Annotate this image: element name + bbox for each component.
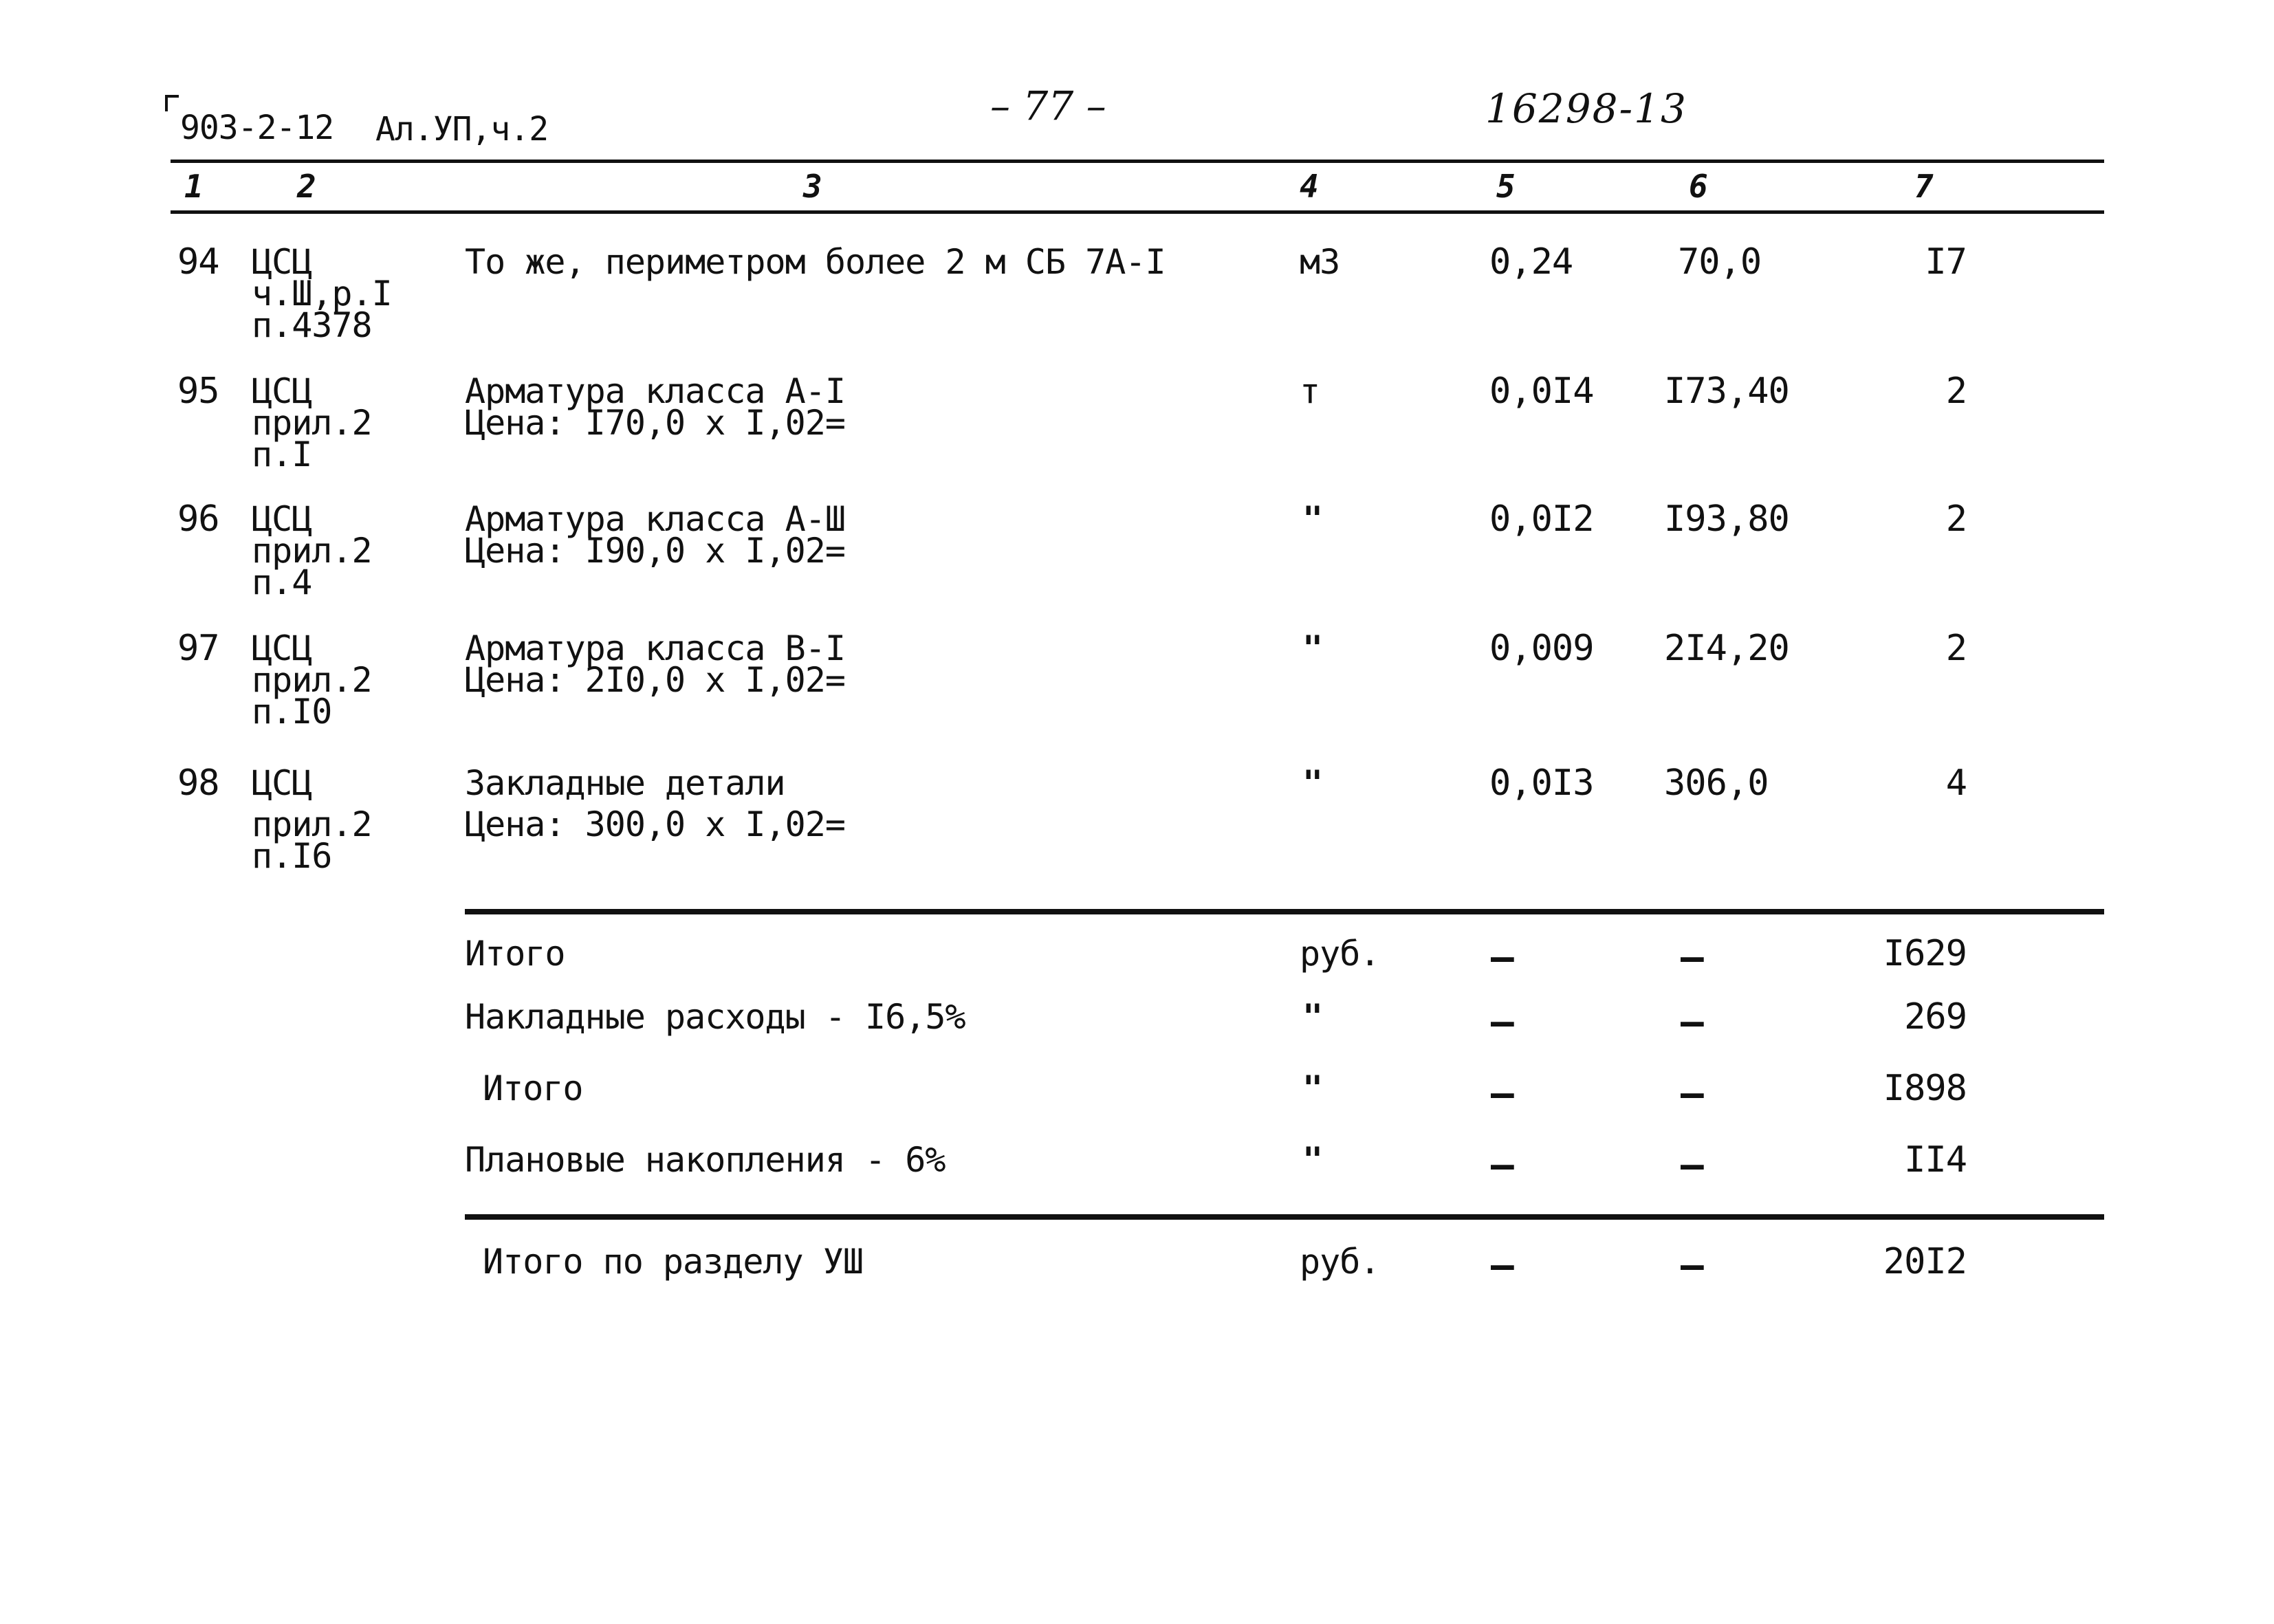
row-total: 4 — [1945, 762, 1967, 804]
row-price: 2I4,20 — [1664, 628, 1789, 669]
row-description: Арматура класса В-I — [465, 628, 845, 668]
row-total: I7 — [1925, 241, 1967, 283]
row-ref-line: ЦСЦ — [252, 763, 312, 803]
summary-total: II4 — [1904, 1139, 1967, 1181]
doc-code: 903-2-12 — [180, 109, 334, 147]
row-ref-line: ЦСЦ — [252, 499, 312, 539]
summary-unit-ditto: " — [1302, 997, 1325, 1037]
row-price-formula: Цена: I90,0 х I,02= — [465, 531, 845, 571]
row-unit-ditto: " — [1302, 628, 1325, 668]
row-unit: м3 — [1300, 242, 1340, 282]
row-number: 97 — [177, 628, 219, 669]
summary-qty-dash: – — [1491, 1000, 1514, 1044]
final-total: 20I2 — [1883, 1241, 1967, 1282]
column-header-1: 1 — [184, 168, 204, 205]
row-ref-line: п.4 — [252, 562, 312, 602]
column-header-5: 5 — [1496, 168, 1516, 205]
page-number: – 77 – — [990, 83, 1106, 129]
row-price: 306,0 — [1664, 762, 1769, 804]
row-price: 70,0 — [1678, 241, 1762, 283]
column-header-6: 6 — [1689, 168, 1708, 205]
row-ref-line: п.4378 — [252, 305, 372, 345]
summary-total: I629 — [1883, 933, 1967, 974]
row-unit-ditto: " — [1302, 499, 1325, 539]
row-quantity: 0,0I2 — [1489, 498, 1594, 540]
row-price: I93,80 — [1664, 498, 1789, 540]
row-unit-ditto: " — [1302, 763, 1325, 803]
row-description: Закладные детали — [465, 763, 785, 803]
row-total: 2 — [1945, 498, 1967, 540]
final-rule — [465, 1214, 2104, 1220]
column-header-4: 4 — [1300, 168, 1319, 205]
summary-price-dash: – — [1681, 1071, 1704, 1116]
row-price-formula: Цена: 2I0,0 х I,02= — [465, 660, 845, 700]
row-total: 2 — [1945, 371, 1967, 412]
summary-unit: руб. — [1300, 934, 1380, 974]
column-header-3: 3 — [803, 168, 822, 205]
summary-label: Плановые накопления - 6% — [465, 1140, 945, 1180]
header-rule — [171, 210, 2104, 214]
row-ref-line: ЦСЦ — [252, 628, 312, 668]
row-quantity: 0,24 — [1489, 241, 1573, 283]
row-ref-line: прил.2 — [252, 804, 372, 844]
row-price-formula: Цена: I70,0 х I,02= — [465, 403, 845, 443]
row-number: 95 — [177, 371, 219, 412]
row-description: Арматура класса А-Ш — [465, 499, 845, 539]
final-label: Итого по разделу УШ — [483, 1242, 863, 1282]
row-description: То же, периметром более 2 м СБ 7А-I — [465, 242, 1166, 282]
summary-label: Накладные расходы - I6,5% — [465, 997, 965, 1037]
row-quantity: 0,009 — [1489, 628, 1594, 669]
row-ref-line: прил.2 — [252, 531, 372, 571]
subtotal-rule — [465, 909, 2104, 914]
row-ref-line: п.I — [252, 435, 312, 474]
column-header-2: 2 — [297, 168, 316, 205]
final-qty-dash: – — [1491, 1243, 1514, 1288]
row-price: I73,40 — [1664, 371, 1789, 412]
row-ref-line: ч.Ш,р.I — [252, 274, 392, 314]
row-ref-line: прил.2 — [252, 660, 372, 700]
row-price-formula: Цена: 300,0 х I,02= — [465, 804, 845, 844]
summary-unit-ditto: " — [1302, 1140, 1325, 1180]
summary-qty-dash: – — [1491, 1143, 1514, 1187]
row-quantity: 0,0I4 — [1489, 371, 1594, 412]
row-ref-line: прил.2 — [252, 403, 372, 443]
summary-price-dash: – — [1681, 935, 1704, 980]
corner-mark — [165, 95, 179, 111]
summary-total: 269 — [1904, 996, 1967, 1038]
final-unit: руб. — [1300, 1242, 1380, 1282]
summary-label: Итого — [483, 1068, 583, 1108]
summary-price-dash: – — [1681, 1143, 1704, 1187]
summary-total: I898 — [1883, 1068, 1967, 1109]
row-description: Арматура класса А-I — [465, 371, 845, 411]
row-ref-line: п.I0 — [252, 692, 332, 732]
final-price-dash: – — [1681, 1243, 1704, 1288]
sheet-reference: 16298-13 — [1485, 85, 1687, 132]
row-total: 2 — [1945, 628, 1967, 669]
row-number: 96 — [177, 498, 219, 540]
summary-qty-dash: – — [1491, 935, 1514, 980]
row-ref-line: ЦСЦ — [252, 371, 312, 411]
summary-unit-ditto: " — [1302, 1068, 1325, 1108]
summary-price-dash: – — [1681, 1000, 1704, 1044]
row-ref-line: ЦСЦ — [252, 242, 312, 282]
top-rule — [171, 160, 2104, 163]
row-number: 98 — [177, 762, 219, 804]
row-unit: т — [1300, 371, 1320, 411]
row-ref-line: п.I6 — [252, 836, 332, 876]
doc-section: Ал.УП,ч.2 — [375, 110, 549, 149]
summary-qty-dash: – — [1491, 1071, 1514, 1116]
row-quantity: 0,0I3 — [1489, 762, 1594, 804]
summary-label: Итого — [465, 934, 565, 974]
column-header-7: 7 — [1914, 168, 1934, 205]
row-number: 94 — [177, 241, 219, 283]
